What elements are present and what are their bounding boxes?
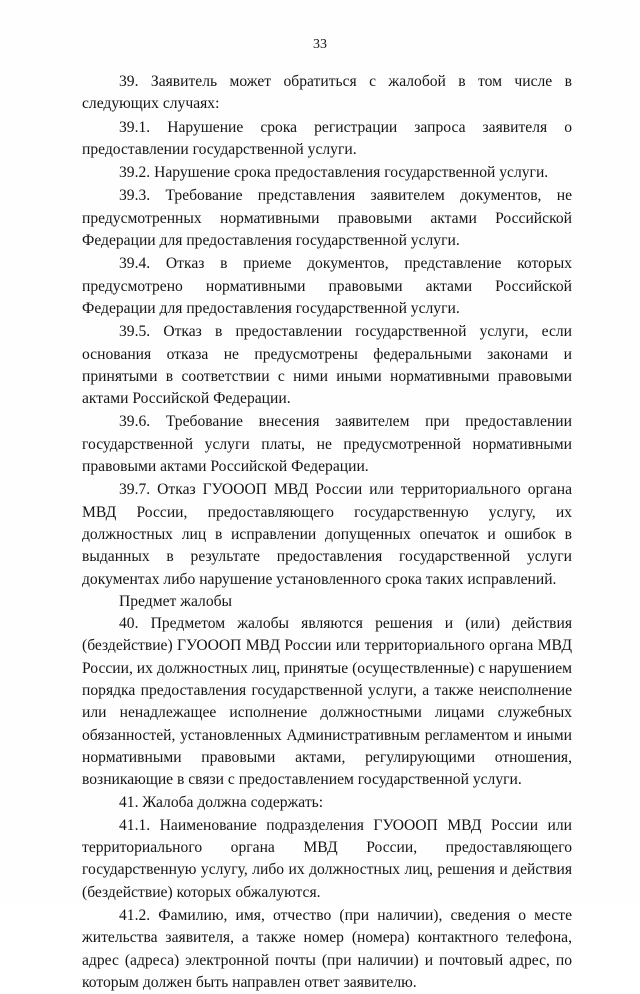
paragraph-39-4: 39.4. Отказ в приеме документов, представление которых предусмотрено нормативными правовыми актами Российской Федерации для предоставления государственной услуги. — [82, 255, 572, 317]
document-body — [82, 71, 572, 994]
paragraph-39-7: 39.7. Отказ ГУОООП МВД России или территориального органа МВД России, предоставляющего государственную услугу, их должностных лиц в исправлении допущенных опечаток и ошибок в выданных в результате предоставления государственной услуги документах либо нарушение установленного срока таких исправлений. — [82, 481, 572, 588]
paragraph-41-1: 41.1. Наименование подразделения ГУОООП МВД России или территориального органа МВД России, предоставляющего государственную услугу, либо их должностных лиц, решения и действия (бездействие) которых обжалуются. — [82, 816, 572, 901]
paragraph-41: 41. Жалоба должна содержать: — [119, 793, 324, 811]
section-heading: Предмет жалобы — [119, 592, 233, 610]
paragraph-40: 40. Предметом жалобы являются решения и (или) действия (бездействие) ГУОООП МВД России или территориального органа МВД России, их должностных лиц, принятые (осуществленные) с нарушением порядка предоставления государственной услуги, а также неисполнение или ненадлежащее исполнение должностными лицами служебных обязанностей, установленных Административным регламентом и иными нормативными правовыми актами, регулирующими отношения, возникающие в связи с предоставлением государственной услуги. — [82, 615, 572, 789]
paragraph-41-2: 41.2. Фамилию, имя, отчество (при наличии), сведения о месте жительства заявителя, а также номер (номера) контактного телефона, адрес (адреса) электронной почты (при наличии) и почтовый адрес, по которым должен быть направлен ответ заявителю. — [82, 906, 572, 991]
page-number: 33 — [313, 37, 327, 52]
paragraph-39-1: 39.1. Нарушение срока регистрации запроса заявителя о предоставлении государственной услуги. — [82, 118, 572, 158]
paragraph-39: 39. Заявитель может обратиться с жалобой в том числе в следующих случаях: — [82, 73, 572, 113]
paragraph-39-5: 39.5. Отказ в предоставлении государственной услуги, если основания отказа не предусмотрены федеральными законами и принятыми в соответствии с ними иными нормативными правовыми актами Российской Федерации. — [82, 323, 572, 408]
paragraph-39-3: 39.3. Требование представления заявителем документов, не предусмотренных нормативными правовыми актами Российской Федерации для предоставления государственной услуги. — [82, 187, 572, 250]
paragraph-39-2: 39.2. Нарушение срока предоставления государственной услуги. — [119, 164, 549, 182]
paragraph-39-6: 39.6. Требование внесения заявителем при предоставлении государственной услуги платы, не предусмотренной нормативными правовыми актами Российской Федерации. — [82, 413, 572, 476]
